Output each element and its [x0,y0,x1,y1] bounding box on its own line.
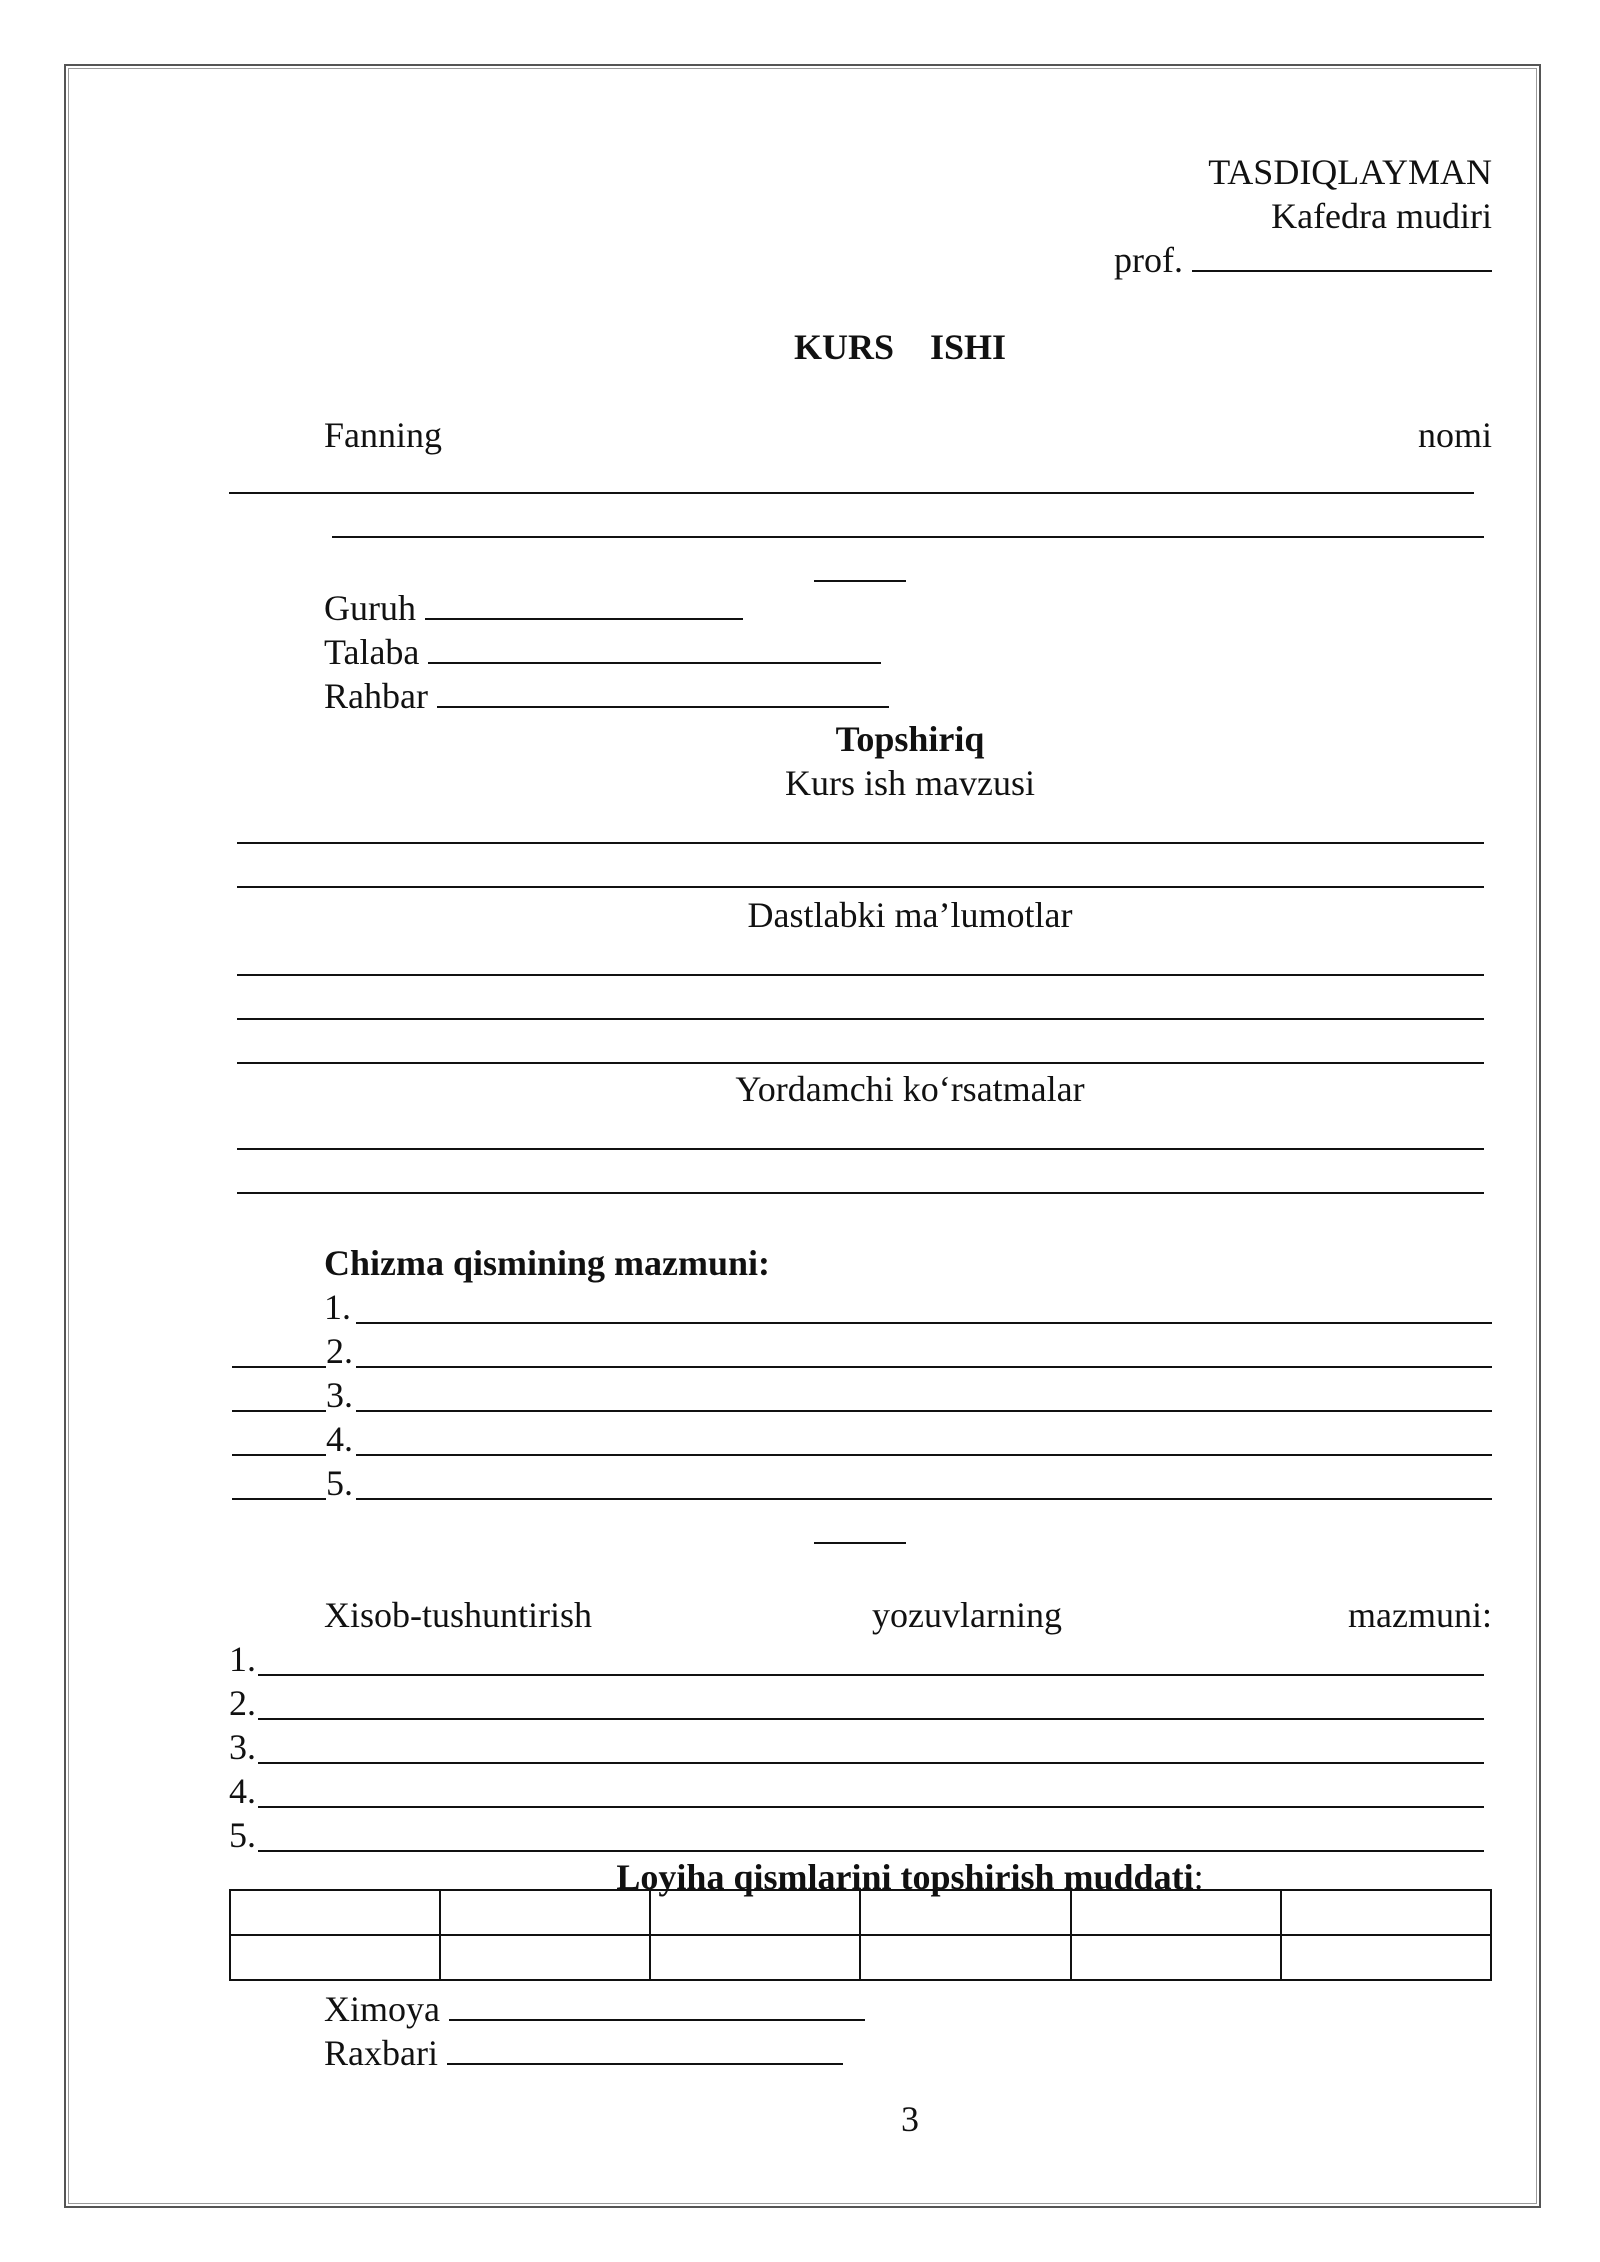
student-field [324,630,881,674]
defense-blank[interactable] [449,1989,865,2021]
topic-blank-line-1[interactable] [237,842,1484,844]
subject-blank-line-2[interactable] [332,536,1484,538]
explanatory-item-blank[interactable] [258,1806,1484,1808]
drawing-item-lead-blank[interactable] [232,1454,326,1456]
guidelines-blank-line-1[interactable] [237,1148,1484,1150]
schedule-heading-text: Loyiha qismlarini topshirish muddati [616,1857,1194,1897]
drawing-item-lead-blank[interactable] [232,1410,326,1412]
page-number: 3 [901,2099,919,2139]
drawing-item-number: 3. [326,1375,353,1415]
drawing-item-blank[interactable] [356,1410,1492,1412]
explanatory-item-blank[interactable] [258,1718,1484,1720]
table-cell[interactable] [440,1890,650,1935]
table-row [230,1890,1491,1935]
explanatory-item-number: 2. [229,1683,256,1723]
subject-label-right: nomi [1417,415,1492,455]
guidelines-blank-line-2[interactable] [237,1192,1484,1194]
explanatory-item-number: 4. [229,1771,256,1811]
drawing-item-number: 5. [326,1463,353,1503]
drawing-item-blank[interactable] [356,1454,1492,1456]
drawing-item-blank[interactable] [356,1322,1492,1324]
head-field [324,2031,843,2075]
explanatory-heading-word-3: mazmuni: [1348,1595,1492,1635]
group-field [324,586,743,630]
table-cell[interactable] [230,1890,440,1935]
subject-blank-line-1[interactable] [229,492,1474,494]
supervisor-field [324,674,889,718]
schedule-table [229,1889,1492,1981]
drawing-blank-short[interactable] [814,1542,906,1544]
table-cell[interactable] [860,1890,1070,1935]
table-cell[interactable] [650,1890,860,1935]
student-label: Talaba [324,632,420,672]
drawing-item-blank[interactable] [356,1498,1492,1500]
approval-title: TASDIQLAYMAN [1208,152,1492,192]
table-cell[interactable] [1071,1935,1281,1980]
head-blank[interactable] [447,2033,843,2065]
drawing-heading: Chizma qismining mazmuni: [324,1243,771,1283]
supervisor-blank[interactable] [437,676,889,708]
group-blank[interactable] [425,588,743,620]
table-cell[interactable] [1071,1890,1281,1935]
group-label: Guruh [324,588,416,628]
approval-signature-line [1000,238,1492,282]
schedule-heading-colon: : [1193,1857,1204,1897]
subject-label-left: Fanning [324,415,443,455]
table-cell[interactable] [650,1935,860,1980]
head-label: Raxbari [324,2033,438,2073]
table-cell[interactable] [1281,1890,1491,1935]
explanatory-item-number: 5. [229,1815,256,1855]
explanatory-item-blank[interactable] [258,1762,1484,1764]
document-title: KURS ISHI [793,327,1007,367]
defense-label: Ximoya [324,1989,440,2029]
table-cell[interactable] [860,1935,1070,1980]
approval-name-prefix: prof. [1114,240,1183,280]
initial-data-blank-line-2[interactable] [237,1018,1484,1020]
drawing-item-number: 4. [326,1419,353,1459]
table-cell[interactable] [440,1935,650,1980]
topic-blank-line-2[interactable] [237,886,1484,888]
drawing-item-lead-blank[interactable] [232,1366,326,1368]
initial-data-blank-line-3[interactable] [237,1062,1484,1064]
drawing-item-number: 1. [324,1287,351,1327]
topic-label: Kurs ish mavzusi [785,763,1035,803]
table-cell[interactable] [230,1935,440,1980]
initial-data-label: Dastlabki ma’lumotlar [747,895,1073,935]
defense-field [324,1987,865,2031]
guidelines-label: Yordamchi ko‘rsatmalar [735,1069,1085,1109]
drawing-item-blank[interactable] [356,1366,1492,1368]
approval-role: Kafedra mudiri [1271,196,1492,236]
table-cell[interactable] [1281,1935,1491,1980]
drawing-item-lead-blank[interactable] [232,1498,326,1500]
explanatory-item-blank[interactable] [258,1674,1484,1676]
explanatory-item-number: 1. [229,1639,256,1679]
drawing-item-number: 2. [326,1331,353,1371]
assignment-heading: Topshiriq [835,719,985,759]
explanatory-heading-word-1: Xisob-tushuntirish [324,1595,593,1635]
student-blank[interactable] [428,632,881,664]
explanatory-item-blank[interactable] [258,1850,1484,1852]
supervisor-label: Rahbar [324,676,428,716]
initial-data-blank-line-1[interactable] [237,974,1484,976]
explanatory-item-number: 3. [229,1727,256,1767]
subject-blank-line-short[interactable] [814,580,906,582]
table-row [230,1935,1491,1980]
approval-signature-blank[interactable] [1192,240,1492,272]
explanatory-heading-word-2: yozuvlarning [872,1595,1062,1635]
